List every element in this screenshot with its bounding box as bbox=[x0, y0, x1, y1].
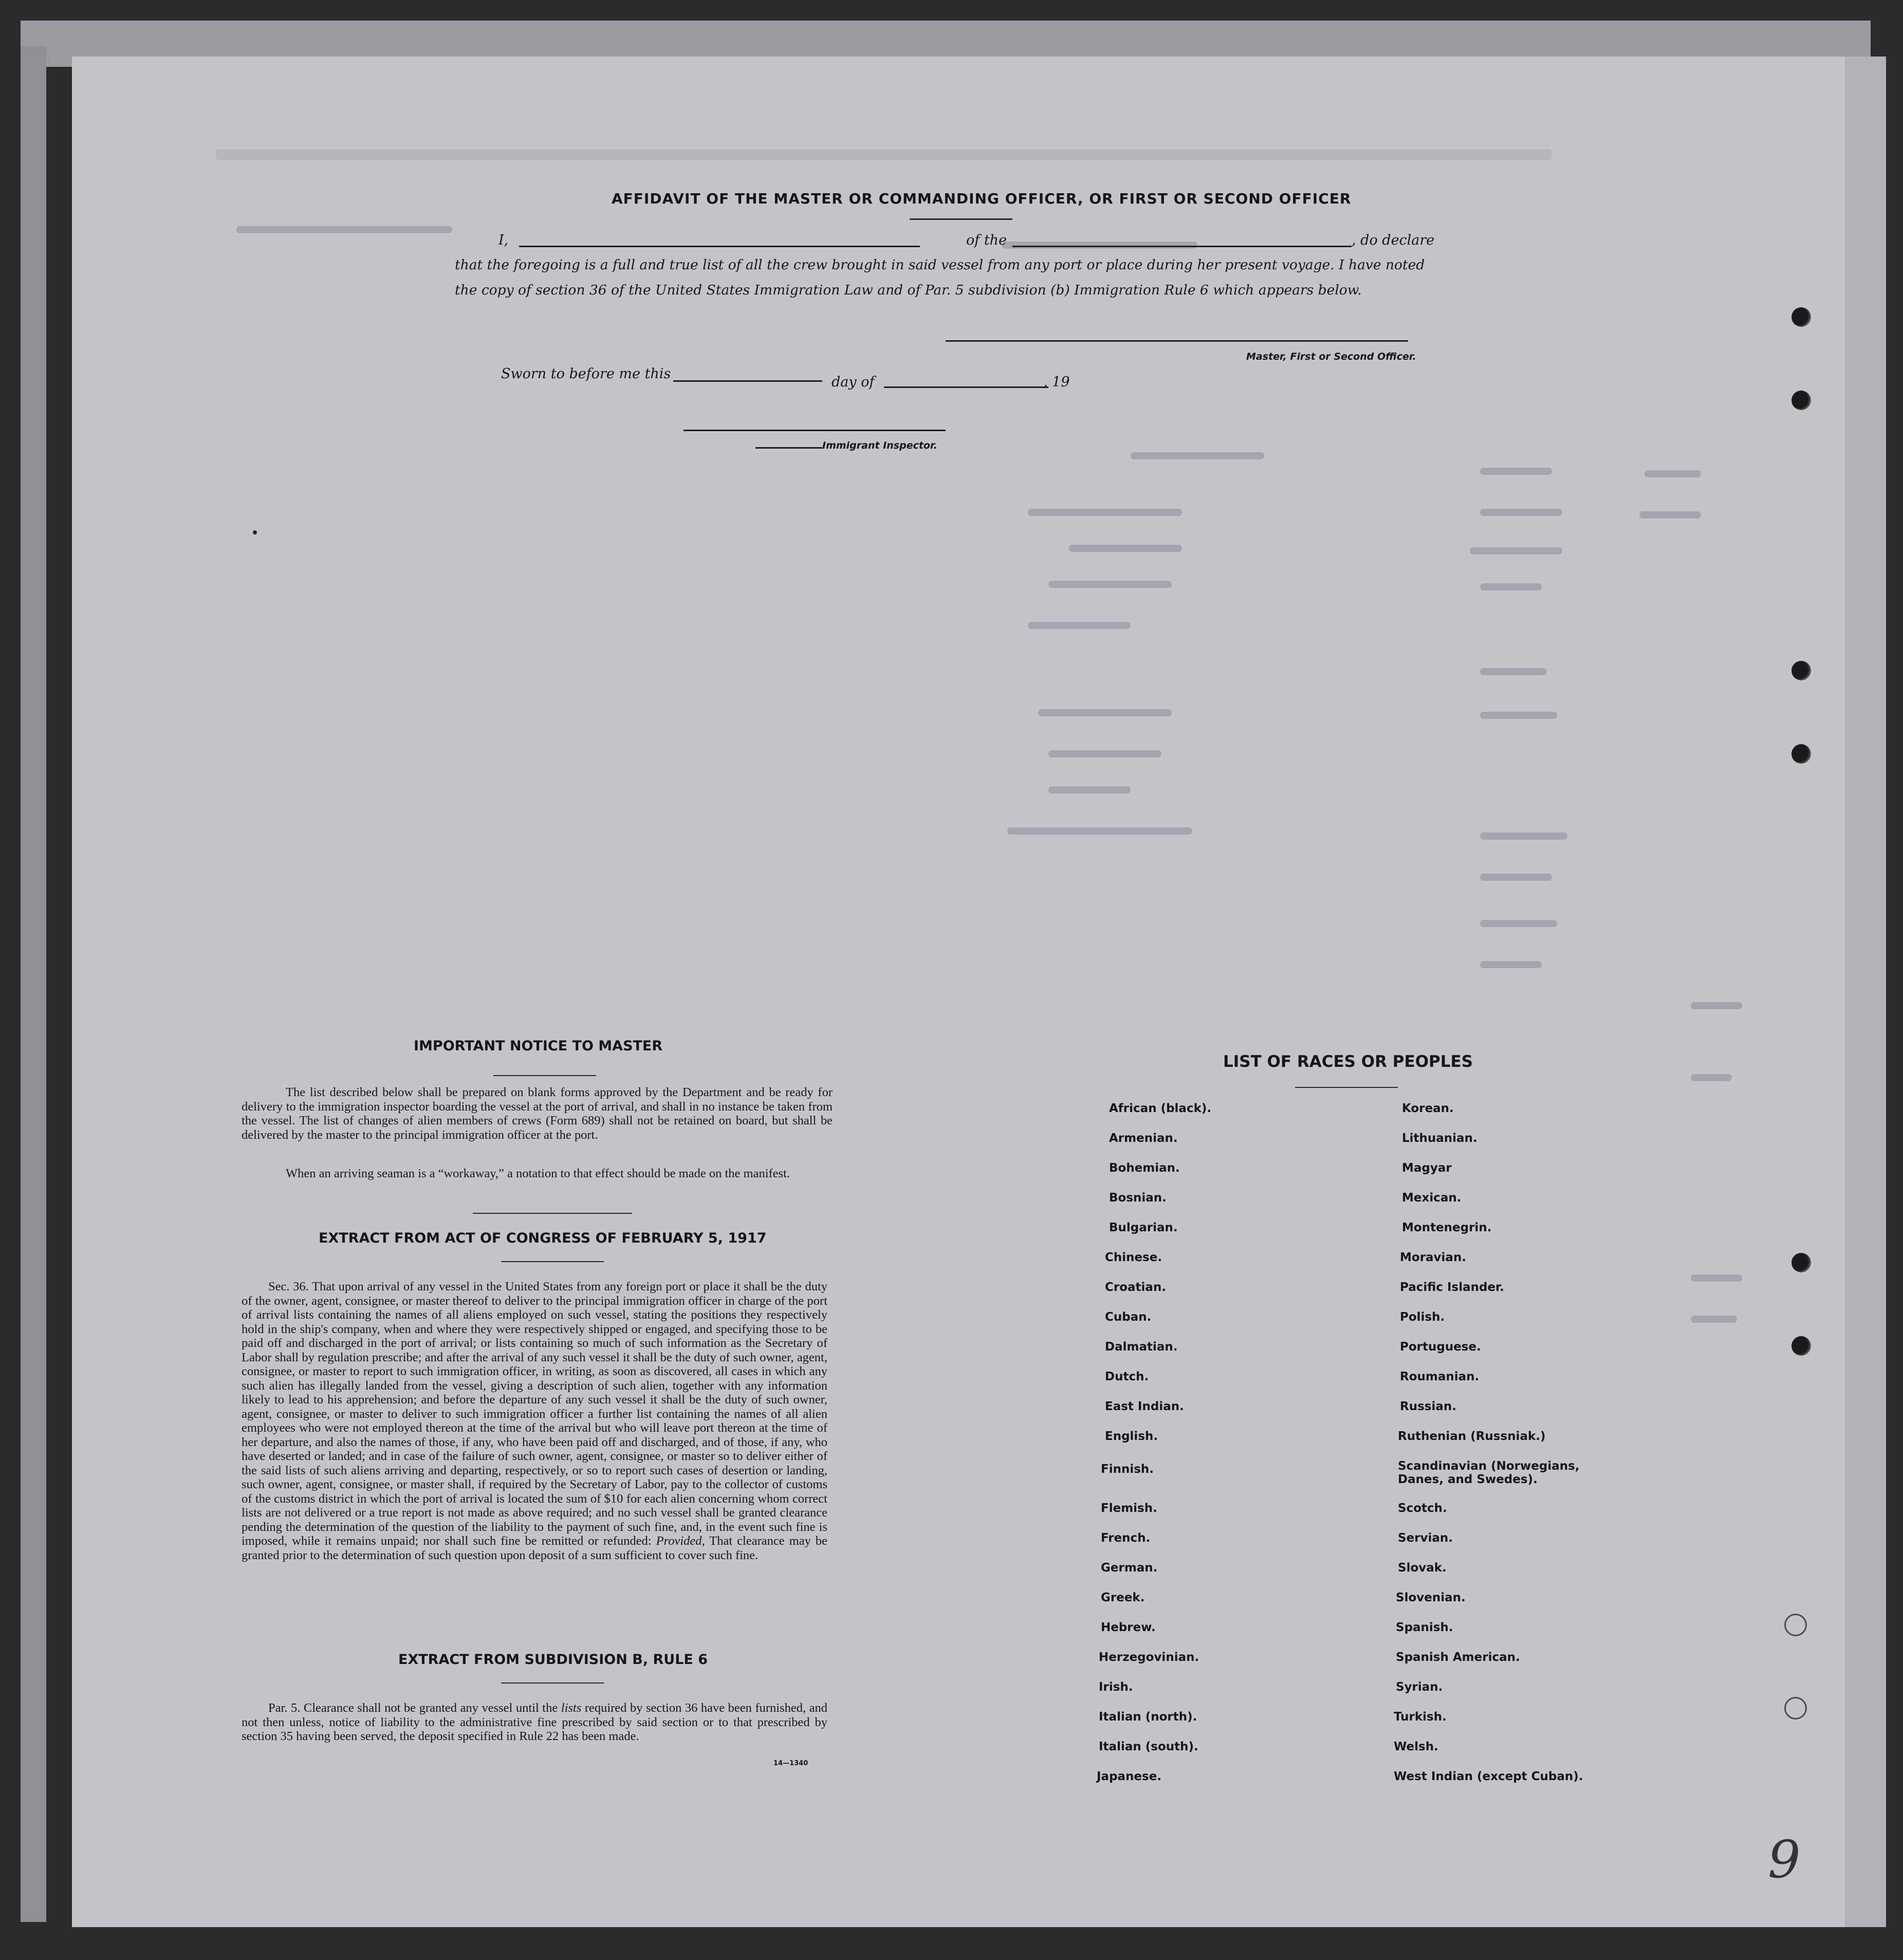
race-german: German. bbox=[1101, 1561, 1158, 1575]
race-moravian: Moravian. bbox=[1400, 1251, 1467, 1264]
affidavit-line-2: that the foregoing is a full and true list of all the crew brought in said vessel from any port or place during her present voyage. I have noted bbox=[455, 257, 1425, 273]
race-welsh: Welsh. bbox=[1394, 1740, 1438, 1753]
affidavit-title-rule bbox=[910, 218, 1012, 220]
race-irish: Irish. bbox=[1099, 1680, 1133, 1694]
race-greek: Greek. bbox=[1101, 1591, 1145, 1604]
handwritten-page-mark: 9 bbox=[1768, 1829, 1801, 1890]
binder-hole-8 bbox=[1784, 1697, 1807, 1719]
act-extract-rule bbox=[501, 1261, 604, 1262]
section-text: That upon arrival of any vessel in the United States from any foreign port or place it shall be the duty of the owner, agent, consignee, or master thereof to deliver to the principal immigration officer in charge of the port of arrival lists containing the names of all aliens employed on such vessel, stating the positions they respectively hold in the ship's company, when and where they were respectively shipped or engaged, and specifying those to be paid off and discharged in the port of arrival; or lists containing so much of such information as the Secretary of Labor shall by regulation prescribe; and after the arrival of any such vessel it shall be the duty of such owner, agent, consignee, or master to report to such immigration officer, in writing, as soon as discovered, all cases in which any such alien has illegally landed from the vessel, giving a description of such alien, together with any information likely to lead to his apprehension; and before the departure of any such vessel it shall be the duty of such owner, agent, consignee, or master to deliver to such immigration officer a further list containing the names of all alien employees who were not employed thereon at the time of the arrival but who will leave port thereon at the time of her departure, and also the names of those, if any, who have been paid off and discharged, and of those, if any, who have deserted or landed; and in case of the failure of such owner, agent, consignee, or master so to deliver either of the said lists of such aliens arriving and departing, respectively, or so to report such cases of desertion or landing, such owner, agent, consignee, or master shall, if required by the Secretary of Labor, pay to the collector of customs of the customs district in which the port of arrival is located the sum of $10 for each alien concerning whom correct lists are not delivered or a true report is not made as above required; and no such vessel shall be granted clearance pending the determination of the question of the liability to the payment of such fine, and, in the event such fine is imposed, while it remains unpaid; nor shall such fine be remitted or refunded: bbox=[242, 1280, 828, 1548]
notice-paragraph-2: When an arriving seaman is a “workaway,” a notation to that effect should be made on the manifest. bbox=[286, 1167, 790, 1180]
notice-paragraph-1: The list described below shall be prepared on blank forms approved by the Department and be ready for delivery to the immigration inspector boarding the vessel at the port of arrival, and shall in no instance be taken from the vessel. The list of changes of alien members of crews (Form 689) shall not be retained on board, but shall be delivered by the master to the principal immigration officer at the port. bbox=[242, 1085, 833, 1142]
affidavit-line-3: the copy of section 36 of the United States Immigration Law and of Par. 5 subdivision (b) Immigration Rule 6 which appears below. bbox=[455, 282, 1362, 298]
race-syrian: Syrian. bbox=[1396, 1680, 1443, 1694]
rule-extract-rule bbox=[501, 1682, 604, 1684]
binder-hole-3 bbox=[1791, 661, 1811, 680]
notice-title: IMPORTANT NOTICE TO MASTER bbox=[414, 1038, 663, 1054]
race-chinese: Chinese. bbox=[1105, 1251, 1162, 1264]
binder-hole-1 bbox=[1791, 307, 1811, 327]
document-page bbox=[72, 57, 1845, 1927]
race-italian-south: Italian (south). bbox=[1099, 1740, 1198, 1753]
race-dutch: Dutch. bbox=[1105, 1370, 1149, 1383]
race-finnish: Finnish. bbox=[1101, 1463, 1154, 1476]
race-polish: Polish. bbox=[1400, 1310, 1445, 1324]
race-bohemian: Bohemian. bbox=[1109, 1161, 1180, 1175]
race-turkish: Turkish. bbox=[1394, 1710, 1447, 1724]
inspector-signature-field[interactable] bbox=[683, 430, 946, 431]
race-slovak: Slovak. bbox=[1398, 1561, 1447, 1575]
affidavit-of-the: of the bbox=[966, 232, 1007, 248]
race-scotch: Scotch. bbox=[1398, 1502, 1447, 1515]
section-label: Sec. 36. bbox=[268, 1280, 309, 1293]
master-signature-caption: Master, First or Second Officer. bbox=[1246, 351, 1416, 362]
affidavit-i: I, bbox=[498, 232, 509, 248]
race-italian-north: Italian (north). bbox=[1099, 1710, 1197, 1724]
race-english: English. bbox=[1105, 1430, 1158, 1443]
race-west-indian: West Indian (except Cuban). bbox=[1394, 1770, 1583, 1783]
declarant-name-field[interactable] bbox=[519, 246, 920, 247]
rule-extract-title: EXTRACT FROM SUBDIVISION B, RULE 6 bbox=[398, 1652, 708, 1668]
race-ruthenian: Ruthenian (Russniak.) bbox=[1398, 1430, 1546, 1443]
rule-paragraph-5 bbox=[242, 1701, 827, 1744]
race-lithuanian: Lithuanian. bbox=[1402, 1132, 1477, 1145]
races-title-rule bbox=[1295, 1087, 1398, 1088]
binder-hole-4 bbox=[1791, 744, 1811, 764]
act-extract-title: EXTRACT FROM ACT OF CONGRESS OF FEBRUARY 5, 1917 bbox=[319, 1230, 767, 1246]
races-title: LIST OF RACES OR PEOPLES bbox=[1223, 1052, 1473, 1071]
race-korean: Korean. bbox=[1402, 1102, 1454, 1115]
race-armenian: Armenian. bbox=[1109, 1132, 1178, 1145]
binder-hole-6 bbox=[1791, 1336, 1811, 1356]
provided-word: Provided, bbox=[656, 1534, 705, 1548]
binder-hole-2 bbox=[1791, 391, 1811, 410]
race-japanese: Japanese. bbox=[1097, 1770, 1162, 1783]
race-scandinavian: Scandinavian (Norwegians, Danes, and Swedes). bbox=[1398, 1459, 1580, 1486]
race-slovenian: Slovenian. bbox=[1396, 1591, 1466, 1604]
form-number: 14—1340 bbox=[773, 1760, 808, 1767]
race-hebrew: Hebrew. bbox=[1101, 1621, 1156, 1634]
sworn-prefix: Sworn to before me this bbox=[501, 366, 671, 382]
race-magyar: Magyar bbox=[1402, 1161, 1452, 1175]
race-servian: Servian. bbox=[1398, 1531, 1453, 1545]
race-spanish-american: Spanish American. bbox=[1396, 1651, 1520, 1664]
race-french: French. bbox=[1101, 1531, 1151, 1545]
race-east-indian: East Indian. bbox=[1105, 1400, 1184, 1413]
sworn-month-field[interactable] bbox=[884, 386, 1048, 388]
affidavit-do-declare: , do declare bbox=[1352, 232, 1435, 248]
race-mexican: Mexican. bbox=[1402, 1191, 1462, 1205]
notice-title-rule bbox=[493, 1075, 596, 1076]
notice-divider bbox=[473, 1213, 632, 1214]
race-portuguese: Portuguese. bbox=[1400, 1340, 1481, 1354]
race-croatian: Croatian. bbox=[1105, 1281, 1167, 1294]
race-african: African (black). bbox=[1109, 1102, 1212, 1115]
inspector-caption-leader bbox=[755, 447, 822, 449]
act-section-36-text bbox=[242, 1280, 827, 1562]
race-roumanian: Roumanian. bbox=[1400, 1370, 1480, 1383]
race-flemish: Flemish. bbox=[1101, 1502, 1157, 1515]
sworn-year: , 19 bbox=[1043, 374, 1070, 390]
binder-hole-7 bbox=[1784, 1614, 1807, 1636]
affidavit-title: AFFIDAVIT OF THE MASTER OR COMMANDING OFFICER, OR FIRST OR SECOND OFFICER bbox=[612, 190, 1352, 207]
scan-border-left bbox=[21, 46, 46, 1922]
vessel-name-field[interactable] bbox=[1012, 246, 1352, 247]
sworn-day-field[interactable] bbox=[673, 380, 822, 382]
race-cuban: Cuban. bbox=[1105, 1310, 1152, 1324]
race-dalmatian: Dalmatian. bbox=[1105, 1340, 1178, 1354]
race-pacific-islander: Pacific Islander. bbox=[1400, 1281, 1504, 1294]
race-spanish: Spanish. bbox=[1396, 1621, 1453, 1634]
sworn-day-of: day of bbox=[832, 374, 875, 390]
race-russian: Russian. bbox=[1400, 1400, 1456, 1413]
binder-hole-5 bbox=[1791, 1253, 1811, 1272]
section-text-end: That clearance may be granted prior to the determination of such question upon deposit of a sum sufficient to cover such fine. bbox=[242, 1534, 827, 1562]
rule-text-start: Par. 5. Clearance shall not be granted any vessel until the bbox=[268, 1701, 558, 1715]
race-herzegovinian: Herzegovinian. bbox=[1099, 1651, 1199, 1664]
race-bulgarian: Bulgarian. bbox=[1109, 1221, 1178, 1234]
lists-word: lists bbox=[561, 1701, 582, 1715]
inspector-caption: Immigrant Inspector. bbox=[822, 440, 937, 451]
stray-dot bbox=[253, 530, 257, 534]
rule-text-end: required by section 36 have been furnished, and not then unless, notice of liability to the administrative fine prescribed by said section or to that prescribed by section 35 having been served, the deposit specified in Rule 22 has been made. bbox=[242, 1701, 828, 1743]
master-signature-field[interactable] bbox=[946, 340, 1408, 342]
race-montenegrin: Montenegrin. bbox=[1402, 1221, 1492, 1234]
race-bosnian: Bosnian. bbox=[1109, 1191, 1167, 1205]
